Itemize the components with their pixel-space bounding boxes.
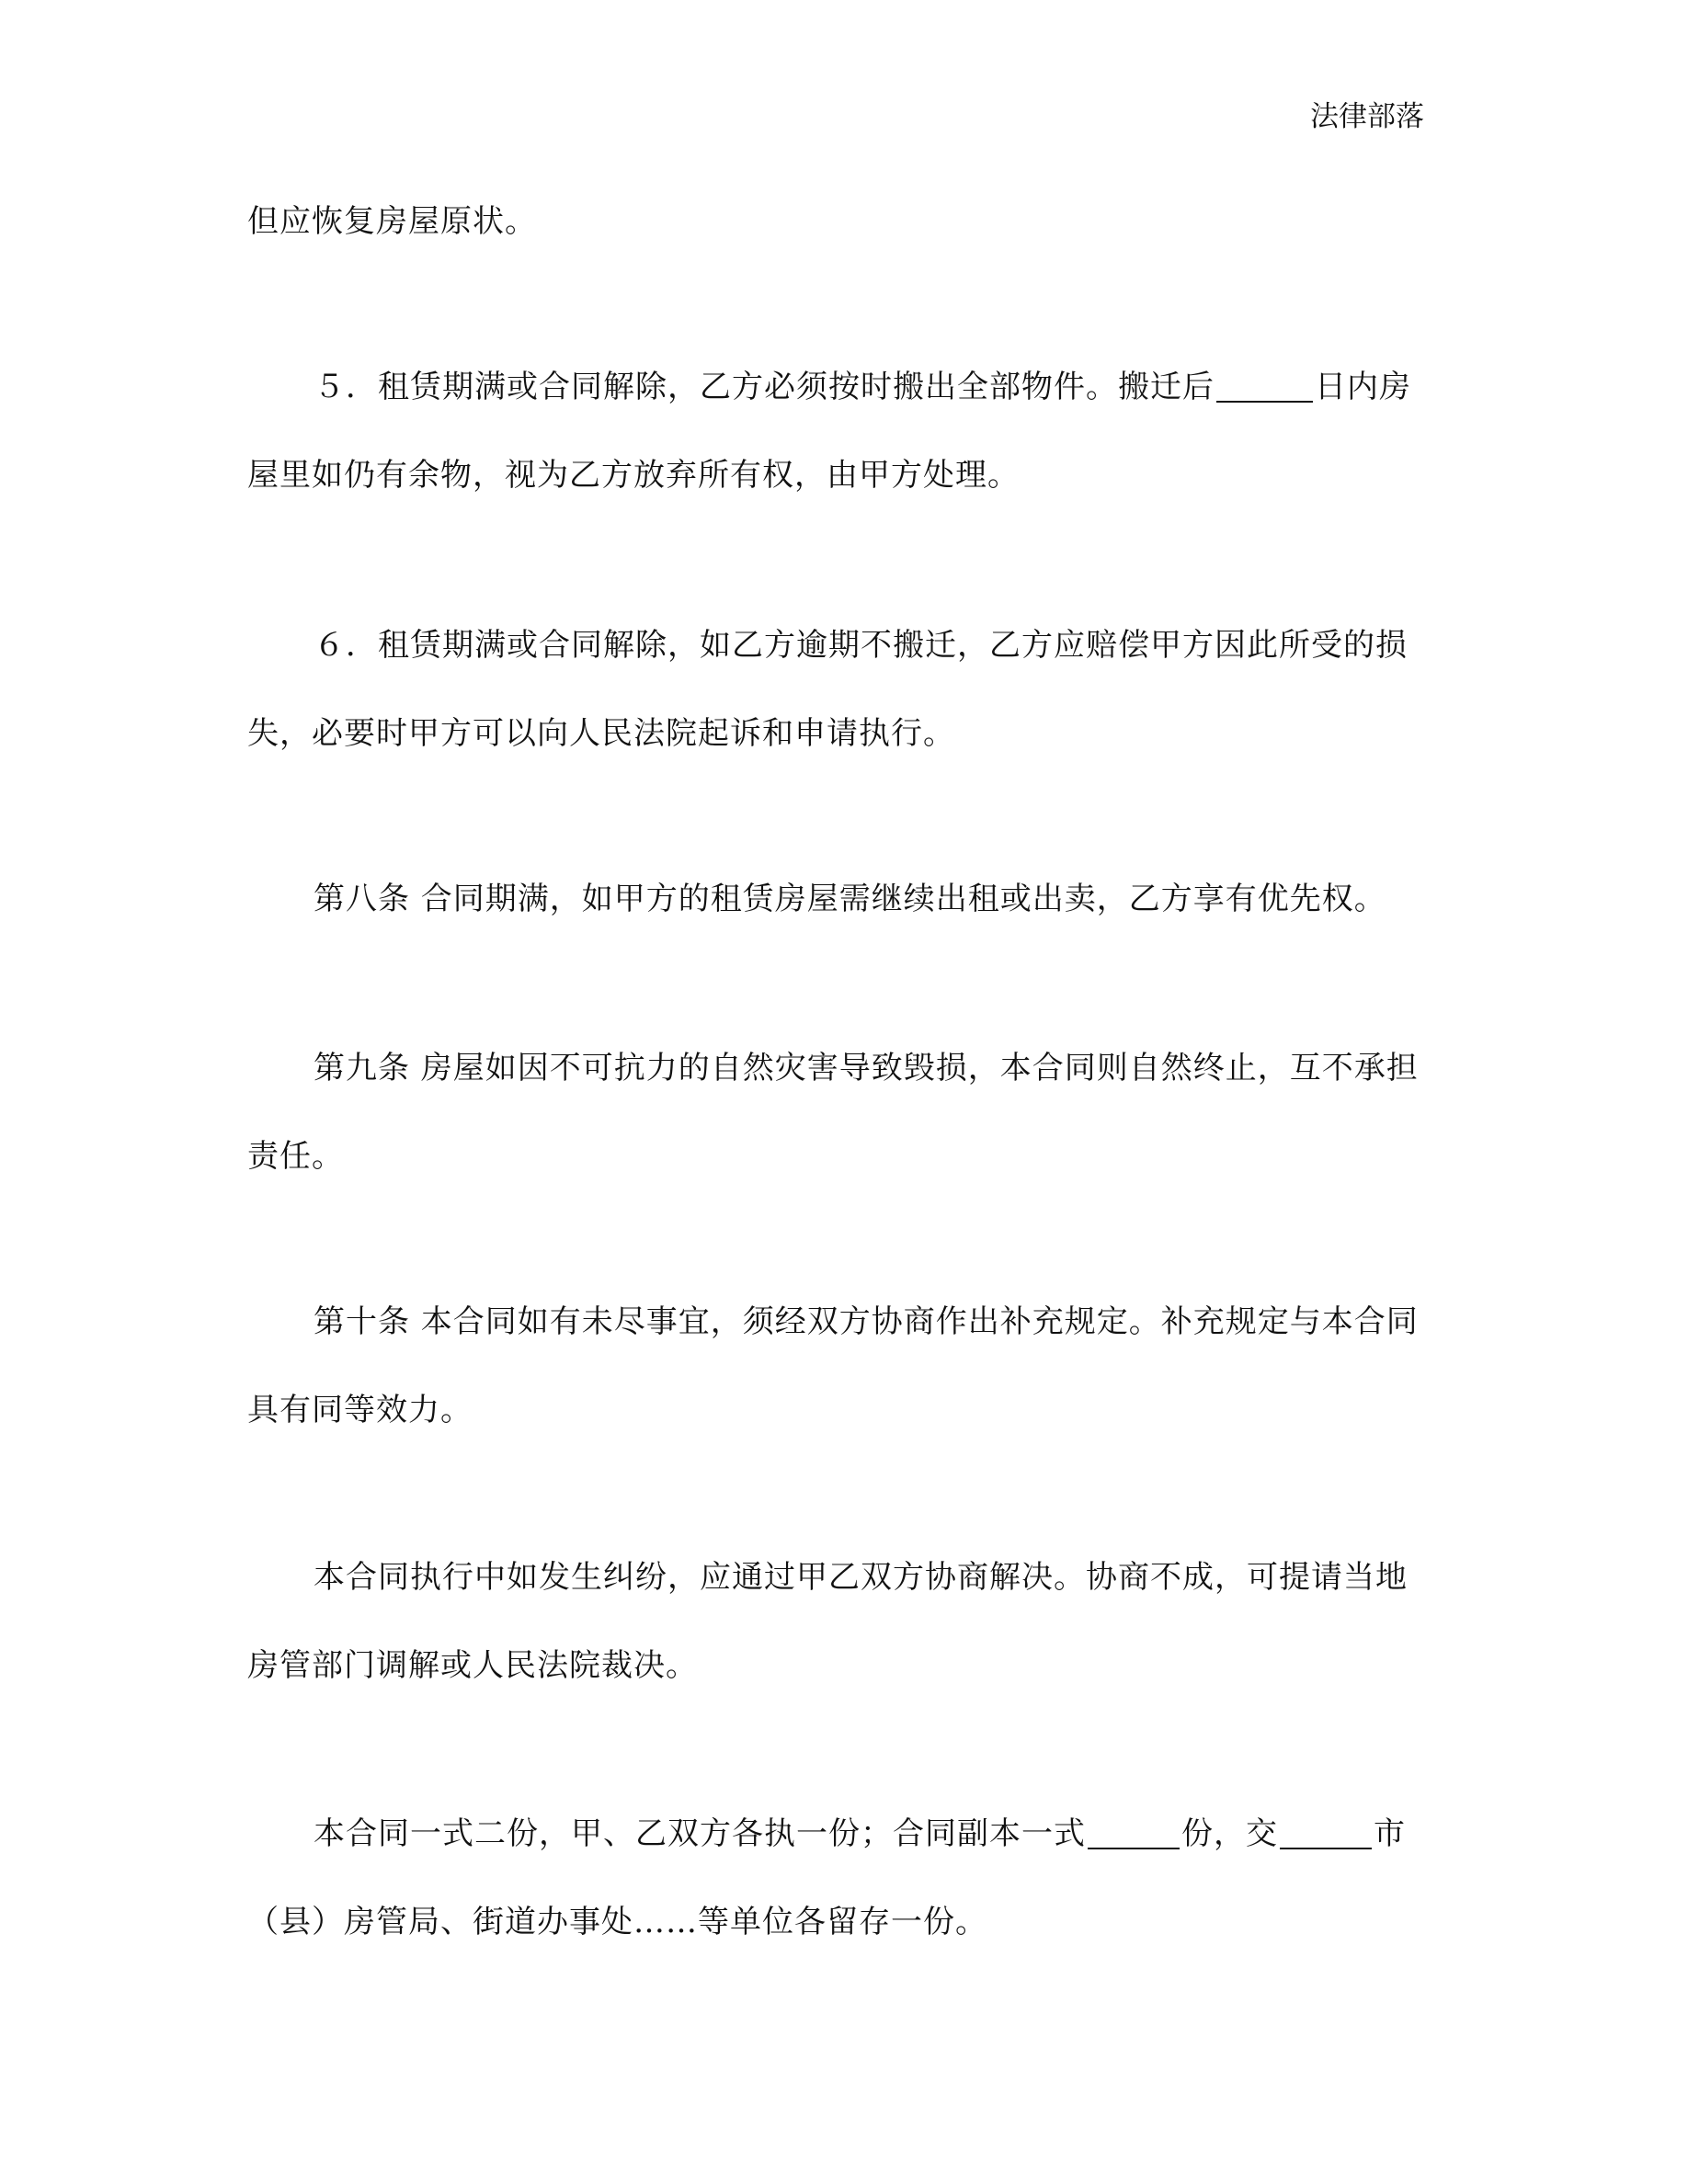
paragraph-line <box>247 365 1443 409</box>
paragraph-line: 具有同等效力。 <box>247 1392 473 1428</box>
paragraph-clause-6 <box>247 623 1443 756</box>
paragraph-clause-5 <box>247 365 1443 497</box>
fill-blank-days <box>1216 370 1313 403</box>
paragraph-dispute <box>247 1555 1443 1688</box>
text-segment: ５．租赁期满或合同解除，乙方必须按时搬出全部物件。搬迁后 <box>314 369 1215 405</box>
text-segment: 本合同一式二份，甲、乙双方各执一份；合同副本一式 <box>314 1815 1086 1852</box>
paragraph-line: 第十条 本合同如有未尽事宜，须经双方协商作出补充规定。补充规定与本合同 <box>314 1303 1419 1340</box>
paragraph-line: 但应恢复房屋原状。 <box>247 203 537 240</box>
paragraph-line: 屋里如仍有余物，视为乙方放弃所有权，由甲方处理。 <box>247 457 1020 494</box>
paragraph-line: 失，必要时甲方可以向人民法院起诉和申请执行。 <box>247 715 955 752</box>
paragraph-line: 第九条 房屋如因不可抗力的自然灾害导致毁损，本合同则自然终止，互不承担 <box>314 1050 1419 1086</box>
paragraph-restore <box>247 199 1443 244</box>
paragraph-line: 本合同执行中如发生纠纷，应通过甲乙双方协商解决。协商不成，可提请当地 <box>314 1559 1408 1596</box>
text-segment: 日内房 <box>1315 369 1411 405</box>
paragraph-article-9 <box>247 1046 1443 1178</box>
text-segment: 份，交 <box>1181 1815 1278 1852</box>
paragraph-line: 责任。 <box>247 1138 344 1175</box>
text-segment: 市 <box>1374 1815 1406 1852</box>
page-header: 法律部落 <box>1310 100 1424 133</box>
paragraph-line: ６．租赁期满或合同解除，如乙方逾期不搬迁，乙方应赔偿甲方因此所受的损 <box>314 627 1408 664</box>
paragraph-line: 第八条 合同期满，如甲方的租赁房屋需继续出租或出卖，乙方享有优先权。 <box>314 881 1386 917</box>
paragraph-line: 房管部门调解或人民法院裁决。 <box>247 1647 698 1684</box>
paragraph-line: （县）房管局、街道办事处……等单位各留存一份。 <box>247 1904 987 1940</box>
paragraph-line <box>247 1812 1443 1856</box>
paragraph-copies <box>247 1812 1443 1944</box>
paragraph-article-10 <box>247 1300 1443 1432</box>
fill-blank-copies <box>1088 1816 1180 1849</box>
fill-blank-city <box>1280 1816 1372 1849</box>
paragraph-article-8 <box>247 877 1443 921</box>
